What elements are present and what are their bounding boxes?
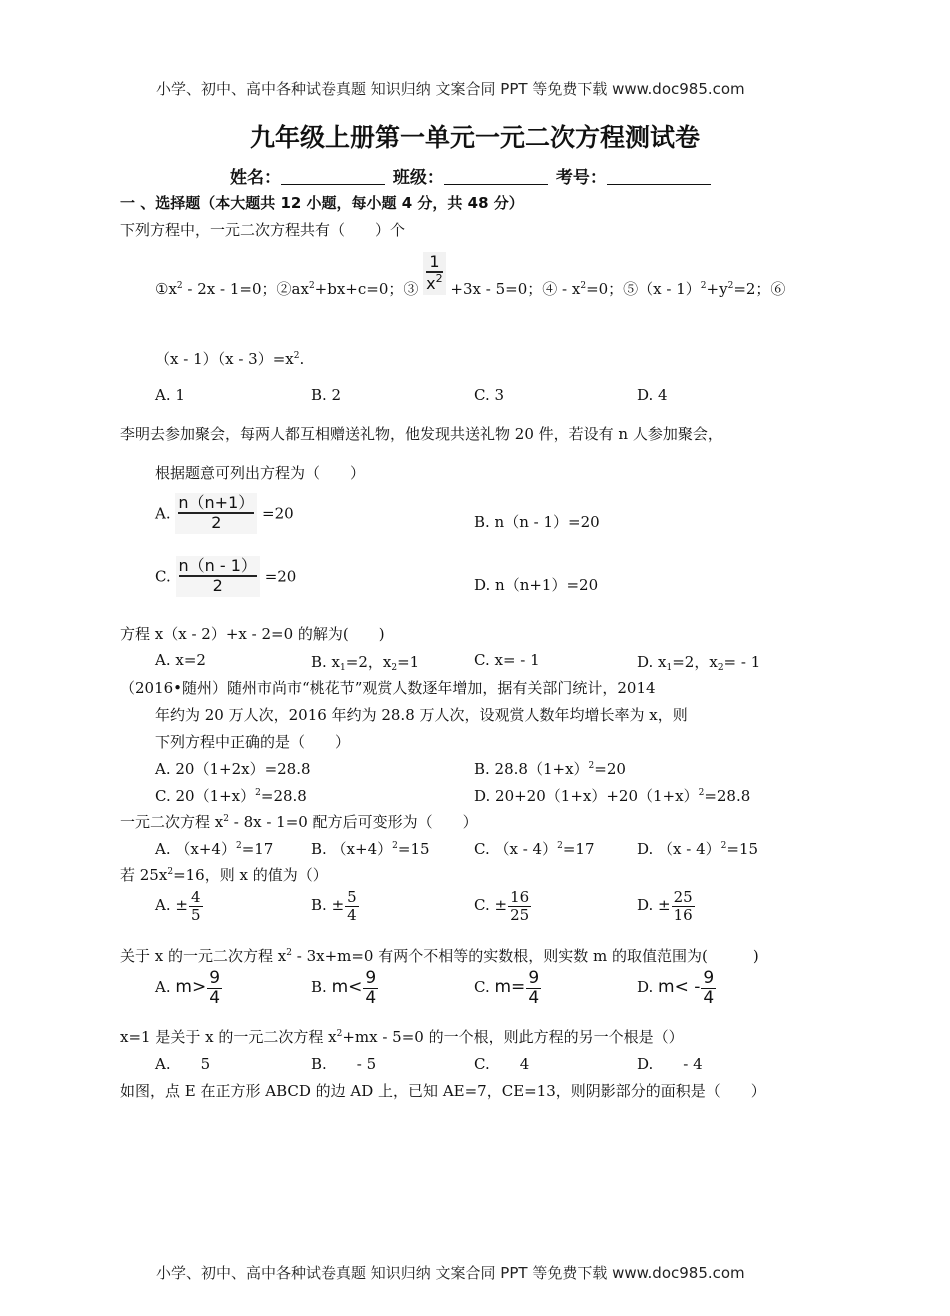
q2-c-fraction: $\frac{n(n - 1)}{2}$ (176, 556, 260, 597)
footer-banner: 小学、初中、高中各种试卷真题 知识归纳 文案合同 PPT 等免费下载 www.doc985.com (156, 1264, 745, 1282)
q3-option-c[interactable]: C. x= - 1 (474, 651, 540, 669)
q1-equations: $①x^2 - 2x - 1=0$；$②ax^2+bx+c=0$；③ $\frac{1}{x^2}$ +3x - 5=0；④ - $x^2=0$；⑤（x - $1)^2+y^2=2$；⑥ (155, 252, 786, 298)
q7-option-c[interactable]: C. m= $\frac{9}{4}$ (474, 968, 540, 1008)
q4-stem-line1: （2016•随州）随州市尚市“桃花节”观赏人数逐年增加，据有关部门统计，2014 (120, 679, 656, 697)
q1-equation-6: $(x - 1)(x - 3)=x^2$. (155, 350, 305, 368)
q4-option-c[interactable]: C. $20(1+x)^2=28.8$ (155, 787, 307, 805)
q1-option-d[interactable]: D. 4 (637, 386, 668, 404)
page-title: 九年级上册第一单元一元二次方程测试卷 (249, 123, 700, 152)
class-label: 班级： (392, 168, 444, 188)
q5-option-c[interactable]: C. （x - 4）$^2$=17 (474, 840, 595, 858)
q6-option-b[interactable]: B. ± $\frac{5}{4}$ (311, 888, 357, 924)
q4-option-b[interactable]: B. $28.8(1+x)^2=20$ (474, 760, 626, 778)
q6-option-c[interactable]: C. ± $\frac{16}{25}$ (474, 888, 530, 924)
q4-option-d[interactable]: D. $20+20(1+x)+20(1+x)^2=28.8$ (474, 787, 751, 805)
q1-stem: 下列方程中，一元二次方程共有（ ）个 (120, 221, 406, 239)
q5-option-d[interactable]: D. （x - 4）$^2$=15 (637, 840, 759, 858)
q8-option-c[interactable]: C. 4 (474, 1055, 530, 1073)
q9-stem: 如图，点 E 在正方形 ABCD 的边 AD 上，已知 AE=7，CE=13，则阴影部分的面积是（ ） (120, 1082, 766, 1100)
q8-option-b[interactable]: B. - 5 (311, 1055, 377, 1073)
q6-option-a[interactable]: A. ± $\frac{4}{5}$ (155, 888, 201, 924)
header-banner: 小学、初中、高中各种试卷真题 知识归纳 文案合同 PPT 等免费下载 www.doc985.com (156, 80, 745, 98)
q1-option-b[interactable]: B. 2 (311, 386, 342, 404)
q7-option-b[interactable]: B. m< $\frac{9}{4}$ (311, 968, 377, 1008)
q8-stem: x=1 是关于 x 的一元二次方程 $x^2+mx - 5=0$ 的一个根，则此方程的另一个根是（） (120, 1028, 684, 1046)
q4-option-a[interactable]: A. 20（1+2x）=28.8 (155, 760, 311, 778)
q8-option-a[interactable]: A. 5 (155, 1055, 211, 1073)
q5-option-b[interactable]: B. $(x+4)^2=15$ (311, 840, 430, 858)
class-blank (444, 168, 548, 185)
q8-option-d[interactable]: D. - 4 (637, 1055, 703, 1073)
q1-option-a[interactable]: A. 1 (155, 386, 185, 404)
q3-option-a[interactable]: A. x=2 (155, 651, 206, 669)
number-label: 考号： (555, 168, 607, 188)
q6-stem: 若 $25x^2=16$，则 x 的值为（） (120, 866, 328, 884)
section-heading: 一 、选择题（本大题共 12 小题，每小题 4 分，共 48 分） (120, 194, 524, 212)
q2-option-b[interactable]: B. n（n - 1）=20 (474, 513, 600, 531)
q6-option-d[interactable]: D. ± $\frac{25}{16}$ (637, 888, 693, 924)
q1-fraction-image: $\frac{1}{x^2}$ (423, 252, 445, 295)
q5-stem: 一元二次方程 $x^2 - 8x - 1=0$ 配方后可变形为（ ） (120, 813, 478, 831)
q2-stem: 李明去参加聚会，每两人都互相赠送礼物，他发现共送礼物 20 件，若设有 n 人参加聚会， (120, 425, 723, 443)
q2-a-fraction: $\frac{n(n+1)}{2}$ (175, 493, 257, 534)
q3-option-d[interactable]: D. $x_1=2$，$x_2= - 1$ (637, 653, 761, 673)
q2-stem-cont: 根据题意可列出方程为（ ） (155, 464, 366, 482)
q7-option-d[interactable]: D. m< - $\frac{9}{4}$ (637, 968, 715, 1008)
q4-stem-line2: 年约为 20 万人次，2016 年约为 28.8 万人次，设观赏人数年均增长率为 x，则 (155, 706, 688, 724)
q3-stem: 方程 x（x - 2）+x - 2=0 的解为( ) (120, 625, 385, 643)
q2-option-a[interactable]: A. $\frac{n(n+1)}{2}$ =20 (155, 493, 294, 533)
q7-stem: 关于 x 的一元二次方程 $x^2 - 3x+m=0$ 有两个不相等的实数根，则实数 m 的取值范围为( ) (120, 947, 759, 965)
name-label: 姓名： (230, 168, 281, 188)
q7-option-a[interactable]: A. m> $\frac{9}{4}$ (155, 968, 221, 1008)
number-blank (607, 168, 711, 185)
q3-option-b[interactable]: B. $x_1=2$，$x_2=1$ (311, 653, 420, 673)
q5-option-a[interactable]: A. $(x+4)^2=17$ (155, 840, 274, 858)
student-info-line (230, 163, 713, 188)
q4-stem-line3: 下列方程中正确的是（ ） (155, 733, 351, 751)
q2-option-c[interactable]: C. $\frac{n(n - 1)}{2}$ =20 (155, 556, 297, 596)
q2-option-d[interactable]: D. n（n+1）=20 (474, 576, 599, 594)
q1-option-c[interactable]: C. 3 (474, 386, 505, 404)
name-blank (281, 168, 385, 185)
